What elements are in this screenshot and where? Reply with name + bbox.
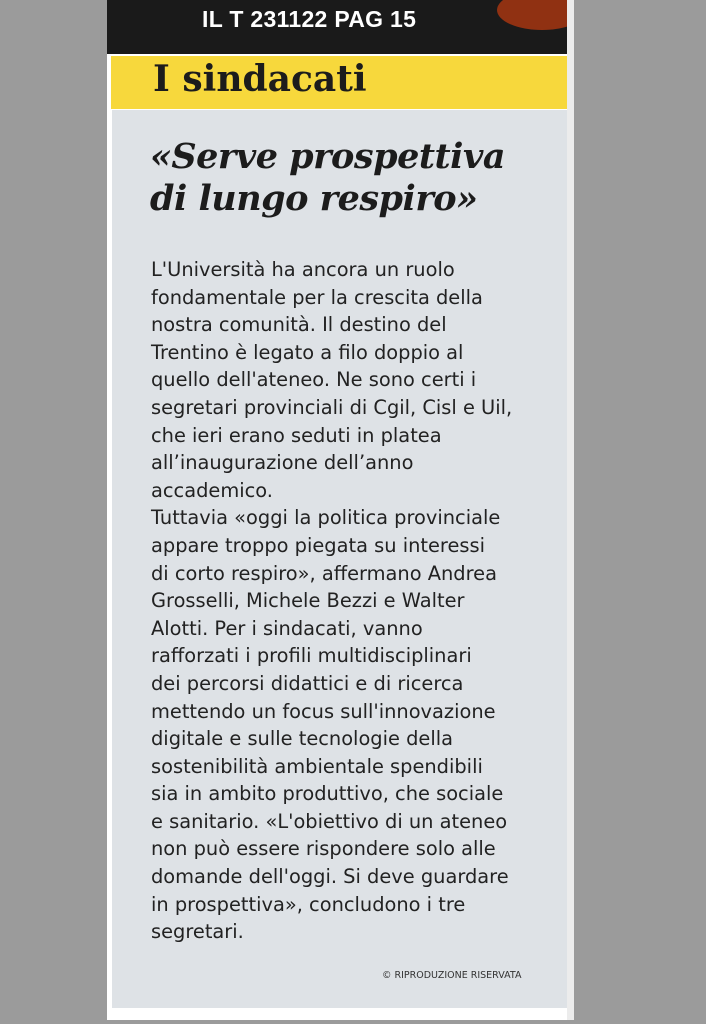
newspaper-clipping <box>107 0 574 1020</box>
section-banner <box>111 56 567 109</box>
copyright-notice: © RIPRODUZIONE RISERVATA <box>382 970 522 981</box>
edition-header-bar <box>107 0 567 54</box>
article-body: L'Università ha ancora un ruolo fondamentale per la crescita della nostra comunità. Il destino del Trentino è legato a filo doppio al quello dell'ateneo. Ne sono certi i segretari provinciali di Cgil, Cisl e Uil, che ieri erano seduti in platea all’inaugurazione dell’anno accademico. Tuttavia «oggi la politica provinciale appare troppo piegata su interessi di corto respiro», affermano Andrea Grosselli, Michele Bezzi e Walter Alotti. Per i sindacati, vanno rafforzati i profili multidisciplinari dei percorsi didattici e di ricerca mettendo un focus sull'innovazione digitale e sulle tecnologie della sostenibilità ambientale spendibili sia in ambito produttivo, che sociale e sanitario. «L'obiettivo di un ateneo non può essere rispondere solo alle domande dell'oggi. Si deve guardare in prospettiva», concludono i tre segretari. <box>151 258 513 944</box>
edition-label: IL T 231122 PAG 15 <box>202 6 417 32</box>
header-photo-fragment <box>497 0 567 30</box>
section-title: I sindacati <box>153 58 367 100</box>
article-box <box>112 110 569 1008</box>
page-edge <box>567 0 574 1020</box>
article-headline: «Serve prospettiva di lungo respiro» <box>150 136 505 219</box>
